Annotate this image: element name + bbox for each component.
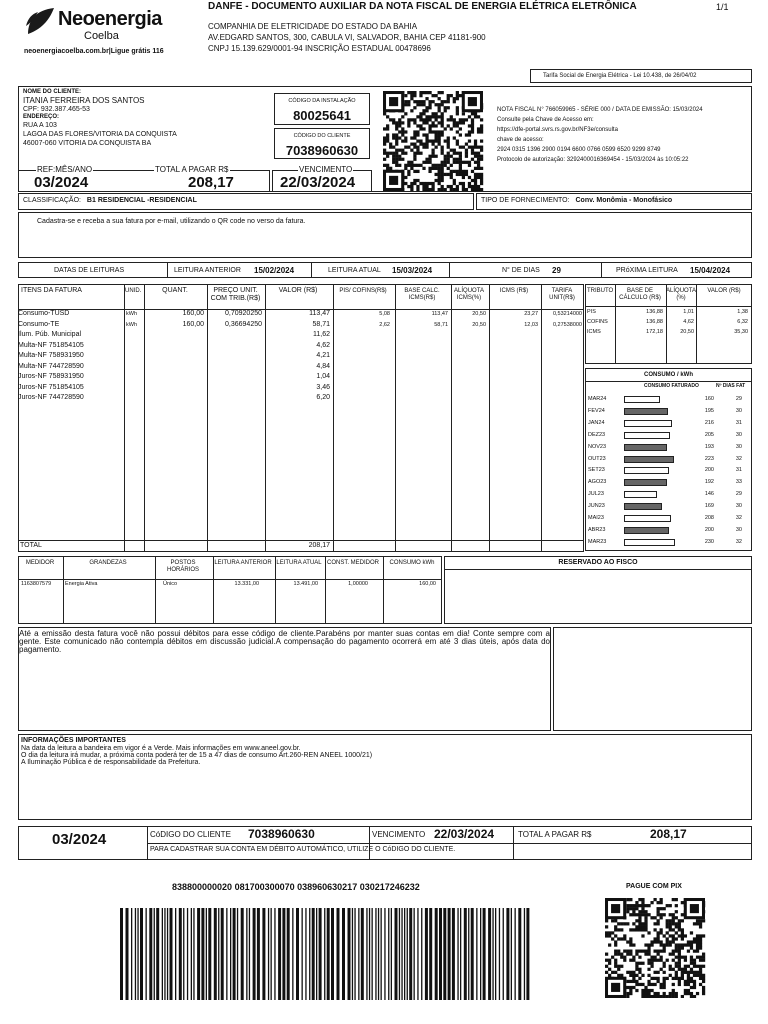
items-cell-price: 0,70920250	[225, 310, 262, 317]
history-row	[588, 501, 750, 512]
items-cell-price: 0,36694250	[225, 320, 262, 328]
tax-body	[585, 307, 752, 347]
items-cell-item: Ilum. Púb. Municipal	[18, 331, 82, 338]
items-cell-value: 113,47	[309, 310, 330, 317]
history-bar	[624, 396, 660, 403]
history-bar	[624, 420, 672, 427]
history-days: 30	[735, 443, 742, 450]
history-days: 32	[735, 515, 742, 521]
history-row	[588, 442, 750, 453]
items-cell-value: 4,62	[316, 341, 330, 349]
items-total-label: TOTAL	[20, 542, 42, 549]
items-total-value: 208,17	[308, 542, 330, 549]
meter-cell: 1163807579	[21, 581, 52, 587]
tax-row	[585, 317, 752, 327]
items-cell-unit: kWh	[126, 311, 137, 317]
document-title: DANFE - DOCUMENTO AUXILIAR DA NOTA FISCAL DE ENERGIA ELÉTRICA ELETRÔNICA	[208, 1, 637, 12]
history-days: 30	[735, 526, 742, 533]
items-cell-item: Juros-NF 751854105	[18, 383, 84, 391]
tax-cell-value: 35,30	[734, 329, 748, 335]
history-month: JAN24	[588, 419, 605, 426]
items-cell-tarifa: 0,27538000	[552, 321, 582, 328]
history-kwh: 146	[704, 491, 714, 498]
items-cell-base: 113,47	[431, 311, 448, 317]
meter-header: GRANDEZAS	[89, 560, 127, 566]
payment-barcode	[120, 908, 532, 1000]
table-row	[18, 341, 584, 351]
important-line: O dia da leitura irá mudar, a próxima conta poderá ter de 15 a 47 dias de consumo Art.260-REN ANEEL 1000/21)	[21, 752, 373, 759]
client-code-box	[274, 128, 370, 159]
history-days: 30	[735, 407, 742, 414]
history-row	[588, 525, 750, 536]
history-bar	[624, 408, 668, 415]
history-days: 30	[735, 431, 742, 438]
tax-cell-aliq: 4,62	[683, 319, 694, 325]
total-label: TOTAL A PAGAR R$	[155, 165, 229, 174]
installation-code: 80025641	[293, 108, 351, 123]
installation-label: CÓDIGO DA INSTALAÇÃO	[288, 98, 356, 104]
reserved-title: RESERVADO AO FISCO	[558, 559, 638, 566]
tax-header: VALOR (R$)	[707, 288, 741, 294]
history-col2: Nº DIAS FAT	[716, 383, 746, 389]
history-kwh: 195	[704, 407, 714, 414]
items-cell-aliq: 20,50	[472, 321, 486, 328]
ref-value: 03/2024	[34, 174, 89, 191]
stub-auto-debit: PARA CADASTRAR SUA CONTA EM DÉBITO AUTOMÁTICO, UTILIZE O CóDIGO DO CLIENTE.	[150, 846, 456, 853]
nf-access-key: 2924 0315 1396 2900 0194 6600 0766 0599 6520 9299 8749	[497, 147, 661, 153]
tax-cell-name: ICMS	[587, 329, 601, 335]
history-kwh: 200	[704, 526, 714, 533]
supply-type-value: Conv. Monômia - Monofásico	[575, 197, 673, 204]
items-cell-qty: 160,00	[182, 310, 204, 317]
history-bar	[624, 432, 670, 439]
page-number: 1/1	[716, 2, 729, 12]
company-name: COMPANHIA DE ELETRICIDADE DO ESTADO DA BAHIA	[208, 22, 418, 31]
meter-header: CONST. MEDIDOR	[326, 560, 379, 566]
important-title: INFORMAÇÕES IMPORTANTES	[21, 737, 126, 744]
curr-reading-label: LEITURA ATUAL	[328, 267, 381, 274]
history-days: 33	[735, 479, 742, 486]
history-month: JUN23	[588, 503, 605, 510]
notice-box	[18, 212, 752, 258]
pix-qr-code[interactable]	[605, 898, 709, 998]
tax-cell-base: 172,18	[646, 329, 663, 335]
history-bar	[624, 515, 671, 522]
items-cell-value: 3,46	[316, 383, 330, 391]
ref-label: REF:MÊS/ANO	[37, 165, 93, 174]
history-days: 29	[735, 491, 742, 498]
history-bar	[624, 527, 669, 534]
supply-type-box	[476, 193, 752, 210]
message-side-box	[553, 627, 752, 731]
notice-text: Cadastra-se e receba a sua fatura por e-mail, utilizando o QR code no verso da fatura.	[37, 218, 306, 225]
history-row	[588, 477, 750, 488]
history-row	[588, 418, 750, 429]
history-month: JUL23	[588, 491, 604, 498]
items-cell-value: 4,21	[316, 352, 330, 359]
days-label: N° DE DIAS	[502, 267, 540, 274]
meter-cell: 13.491,00	[293, 581, 318, 587]
items-cell-aliq: 20,50	[472, 311, 486, 317]
meter-header: LEITURA ATUAL	[276, 560, 322, 566]
history-month: OUT23	[588, 455, 606, 462]
items-cell-item: Juros-NF 758931950	[18, 373, 84, 380]
prev-reading-label: LEITURA ANTERIOR	[174, 267, 241, 274]
items-body	[18, 309, 584, 409]
history-bar	[624, 456, 674, 463]
classification-value: B1 RESIDENCIAL -RESIDENCIAL	[86, 197, 197, 204]
history-row	[588, 465, 750, 476]
access-qr-code	[383, 91, 491, 191]
tariff-box	[530, 69, 752, 83]
due-label: VENCIMENTO	[299, 165, 353, 174]
history-bar	[624, 539, 675, 546]
table-row	[18, 393, 584, 403]
items-header: ITENS DA FATURA	[21, 287, 82, 294]
tax-cell-aliq: 20,50	[680, 329, 694, 335]
items-cell-item: Multa-NF 758931950	[18, 352, 84, 359]
history-kwh: 208	[704, 515, 714, 521]
prev-reading-value: 15/02/2024	[254, 266, 295, 275]
tax-header: BASE DE CÁLCULO (R$)	[619, 288, 661, 301]
items-header: ALÍQUOTA ICMS(%)	[454, 288, 484, 301]
history-month: SET23	[588, 467, 605, 474]
stub-client-label: CóDIGO DO CLIENTE	[150, 830, 231, 839]
history-bar	[624, 491, 657, 498]
nf-access-key-label: chave de acesso:	[497, 137, 544, 143]
brand-logo	[24, 6, 174, 44]
history-body	[588, 394, 750, 550]
brand-name: Neoenergia	[58, 8, 162, 30]
items-header: QUANT.	[162, 287, 188, 294]
company-address: AV.EDGARD SANTOS, 300, CABULA VI, SALVADOR, BAHIA CEP 41181-900	[208, 33, 486, 42]
history-row	[588, 489, 750, 500]
tariff-text: Tarifa Social de Energia Elétrica - Lei 10.438, de 26/04/02	[543, 73, 697, 79]
message-text: Até a emissão desta fatura você não possui débitos para esse código de cliente.Parabéns por manter suas contas em dia! Conte sempre com a gente. Este comunicado não contempla débitos em discussão judicial.A compensação do pagamento ocorrerá em até 3 dias úteis, após data do pagamento.	[19, 629, 550, 654]
history-row	[588, 406, 750, 417]
history-col1: CONSUMO FATURADO	[644, 383, 699, 389]
meter-cell: 160,00	[419, 581, 436, 587]
curr-reading-value: 15/03/2024	[392, 266, 433, 275]
meter-header: LEITURA ANTERIOR	[214, 560, 272, 566]
tax-row	[585, 327, 752, 337]
meter-cell: 1,00000	[348, 581, 368, 587]
nf-consult-line: Consulte pela Chave de Acesso em:	[497, 117, 594, 123]
history-row	[588, 513, 750, 524]
history-row	[588, 454, 750, 465]
items-cell-item: Consumo-TE	[18, 320, 60, 328]
items-cell-item: Consumo-TUSD	[18, 310, 70, 317]
next-reading-label: PRóXIMA LEITURA	[616, 267, 678, 274]
history-month: ABR23	[588, 526, 606, 533]
stub-due-label: VENCIMENTO	[372, 830, 426, 839]
tax-header: TRIBUTO	[587, 288, 614, 294]
items-cell-value: 58,71	[312, 320, 330, 328]
tax-cell-value: 1,38	[737, 309, 748, 315]
history-days: 31	[735, 467, 742, 474]
tax-header: ALÍQUOTA (%)	[666, 288, 696, 301]
client-code-label: CÓDIGO DO CLIENTE	[293, 133, 351, 139]
history-month: FEV24	[588, 407, 605, 414]
history-days: 32	[735, 538, 742, 545]
history-bar	[624, 479, 667, 486]
history-days: 30	[735, 503, 742, 510]
items-header: BASE CALC. ICMS(R$)	[404, 288, 440, 301]
important-line: Na data da leitura a bandeira em vigor é a Verde. Mais informações em www.aneel.gov.br.	[21, 745, 301, 752]
items-cell-tarifa: 0,53214000	[552, 311, 582, 317]
items-cell-item: Multa-NF 751854105	[18, 341, 84, 349]
items-cell-value: 11,62	[313, 331, 330, 338]
important-line: A Iluminação Pública é de responsabilidade da Prefeitura.	[21, 759, 201, 766]
history-row	[588, 394, 750, 405]
items-cell-qty: 160,00	[182, 320, 204, 328]
history-month: NOV23	[588, 443, 607, 450]
next-reading-value: 15/04/2024	[690, 266, 731, 275]
history-kwh: 205	[704, 431, 714, 438]
readings-label: DATAS DE LEITURAS	[54, 267, 125, 274]
items-cell-item: Multa-NF 744728590	[18, 362, 84, 370]
tax-cell-name: PIS	[587, 309, 596, 315]
history-kwh: 230	[704, 538, 714, 545]
table-row	[18, 383, 584, 393]
tax-cell-base: 136,88	[646, 309, 663, 315]
tax-cell-base: 136,88	[646, 319, 663, 325]
history-month: MAI23	[588, 515, 604, 521]
history-month: MAR24	[588, 396, 607, 402]
table-row	[18, 309, 584, 319]
items-header: PIS/ COFINS(R$)	[339, 288, 387, 294]
meter-header: POSTOS HORÁRIOS	[166, 560, 199, 573]
meter-header: MEDIDOR	[25, 560, 55, 566]
tax-cell-aliq: 1,01	[683, 309, 694, 315]
pix-label: PAGUE COM PIX	[626, 883, 682, 890]
client-code: 7038960630	[285, 143, 359, 158]
history-kwh: 193	[704, 443, 714, 450]
meter-cell: Único	[163, 581, 178, 587]
nf-info	[497, 105, 747, 165]
classification-box	[18, 193, 474, 210]
tax-cell-value: 6,32	[737, 319, 748, 325]
items-cell-pis: 2,62	[379, 321, 390, 328]
items-cell-value: 4,84	[316, 362, 330, 370]
stub-ref: 03/2024	[52, 831, 107, 848]
history-days: 29	[735, 396, 742, 402]
history-days: 31	[735, 419, 742, 426]
items-cell-value: 1,04	[316, 373, 330, 380]
neoenergia-leaf-icon	[24, 6, 58, 36]
client-name-label: NOME DO CLIENTE:	[23, 89, 81, 95]
company-cnpj: CNPJ 15.139.629/0001-94 INSCRIÇÃO ESTADUAL 00478696	[208, 44, 431, 53]
history-kwh: 192	[704, 479, 714, 486]
history-days: 32	[735, 455, 742, 462]
due-value: 22/03/2024	[280, 174, 356, 191]
tax-cell-name: COFINS	[587, 319, 608, 325]
history-bar	[624, 503, 662, 510]
brand-sub: Coelba	[84, 30, 119, 42]
history-title: CONSUMO / kWh	[644, 372, 693, 378]
table-row	[18, 372, 584, 382]
history-bar	[624, 467, 669, 474]
installation-box	[274, 93, 370, 125]
client-cpf: CPF: 932.387.465-53	[23, 106, 90, 113]
history-kwh: 200	[704, 467, 714, 474]
items-header: TARIFA UNIT(R$)	[549, 288, 575, 301]
items-header: PREÇO UNIT. COM TRIB.(R$)	[210, 287, 261, 302]
meter-header: CONSUMO kWh	[389, 560, 435, 566]
table-row	[18, 362, 584, 372]
items-header: UNID.	[125, 288, 142, 294]
history-row	[588, 537, 750, 548]
items-cell-icms: 12,03	[524, 321, 538, 328]
items-cell-value: 6,20	[316, 394, 330, 401]
nf-number-line: NOTA FISCAL N° 766059965 - SÉRIE 000 / DATA DE EMISSÃO: 15/03/2024	[497, 107, 703, 113]
history-kwh: 223	[704, 455, 714, 462]
items-cell-icms: 23,27	[524, 311, 538, 317]
items-cell-base: 58,71	[434, 321, 448, 328]
client-address-line: LAGOA DAS FLORES/VITORIA DA CONQUISTA	[23, 131, 177, 138]
history-month: MAR23	[588, 538, 607, 545]
nf-protocol: Protocolo de autorização: 3292400016369454 - 15/03/2024 às 10:05:22	[497, 157, 689, 163]
history-row	[588, 430, 750, 441]
stub-total-value: 208,17	[650, 827, 687, 841]
history-month: AGO23	[588, 479, 607, 486]
items-cell-item: Juros-NF 744728590	[18, 394, 84, 401]
stub-due-value: 22/03/2024	[434, 827, 495, 841]
history-bar	[624, 444, 667, 451]
history-month: DEZ23	[588, 431, 606, 438]
items-cell-unit: kWh	[126, 321, 137, 328]
table-row	[18, 351, 584, 361]
tax-row	[585, 307, 752, 317]
client-address-line: RUA A 103	[23, 122, 57, 129]
total-value: 208,17	[188, 174, 234, 191]
nf-consult-url[interactable]: https://dfe-portal.svrs.rs.gov.br/NF3e/consulta	[497, 127, 618, 133]
barcode-number: 838800000020 081700300070 038960630217 030217246232	[172, 882, 420, 892]
meter-cell: Energia Ativa	[65, 581, 98, 587]
client-name: ITANIA FERREIRA DOS SANTOS	[23, 96, 145, 105]
table-row	[18, 330, 584, 340]
classification-label: CLASSIFICAÇÃO:	[23, 197, 81, 204]
history-kwh: 216	[704, 419, 714, 426]
items-cell-pis: 5,08	[379, 311, 390, 317]
stub-total-label: TOTAL A PAGAR R$	[518, 830, 592, 839]
stub-client-value: 7038960630	[248, 827, 315, 841]
supply-type-label: TIPO DE FORNECIMENTO:	[481, 197, 570, 204]
site-line: neoenergiacoelba.com.br|Ligue grátis 116	[24, 48, 164, 55]
history-kwh: 169	[704, 503, 714, 510]
client-address-line: 46007-060 VITORIA DA CONQUISTA BA	[23, 140, 152, 147]
history-kwh: 160	[704, 396, 714, 402]
items-header: ICMS (R$)	[499, 288, 529, 294]
days-value: 29	[552, 266, 561, 275]
meter-cell: 13.331,00	[234, 581, 259, 587]
table-row	[18, 320, 584, 330]
client-address-label: ENDEREÇO:	[23, 114, 60, 120]
items-header: VALOR (R$)	[278, 287, 318, 294]
